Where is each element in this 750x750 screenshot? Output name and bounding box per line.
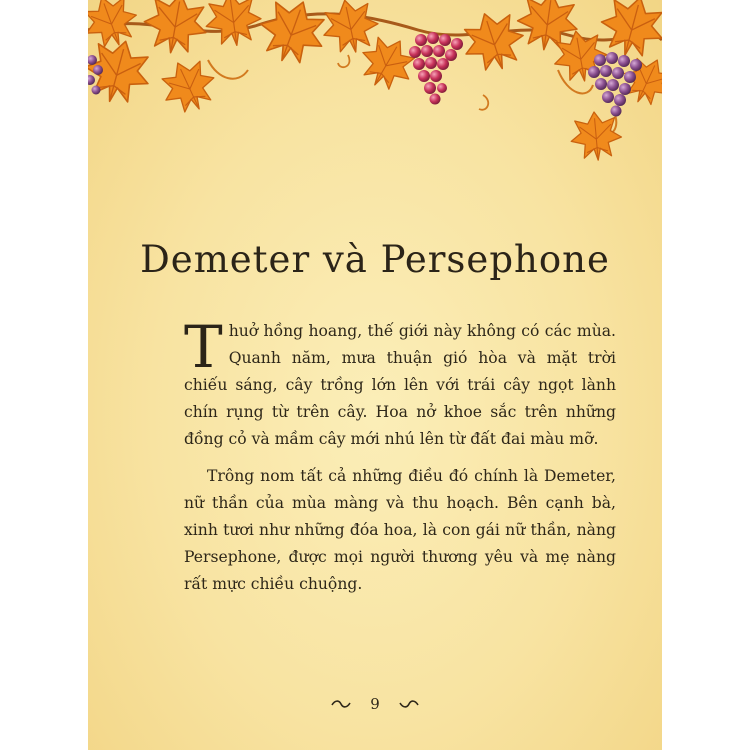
paragraph-1 (184, 313, 616, 453)
grape-vine-border-illustration (88, 0, 662, 170)
left-swirl-icon (331, 699, 351, 709)
right-swirl-icon (399, 699, 419, 709)
page-title: Demeter và Persephone (140, 238, 610, 281)
red-grape-cluster (409, 32, 463, 105)
book-page (88, 0, 662, 750)
drop-cap: T (184, 313, 223, 381)
paragraph-2: Trông nom tất cả những điều đó chính là Demeter, nữ thần của mùa màng và thu hoạch. Bên cạnh bà, xinh tươi như những đóa hoa, là con gái nữ thần, nàng Persephone, được mọi người thương yêu và mẹ nàng rất mực chiều chuộng. (184, 467, 616, 593)
page-number: 9 (370, 695, 380, 713)
paragraph-1-text: huở hồng hoang, thế giới này không có các mùa. Quanh năm, mưa thuận gió hòa và mặt trời chiếu sáng, cây trồng lớn lên với trái cây ngọt lành chín rụng từ trên cây. Hoa nở khoe sắc trên những đồng cỏ và mầm cây mới nhú lên từ đất đai màu mỡ. (184, 322, 616, 448)
story-text (184, 313, 616, 608)
page-footer (88, 694, 662, 713)
